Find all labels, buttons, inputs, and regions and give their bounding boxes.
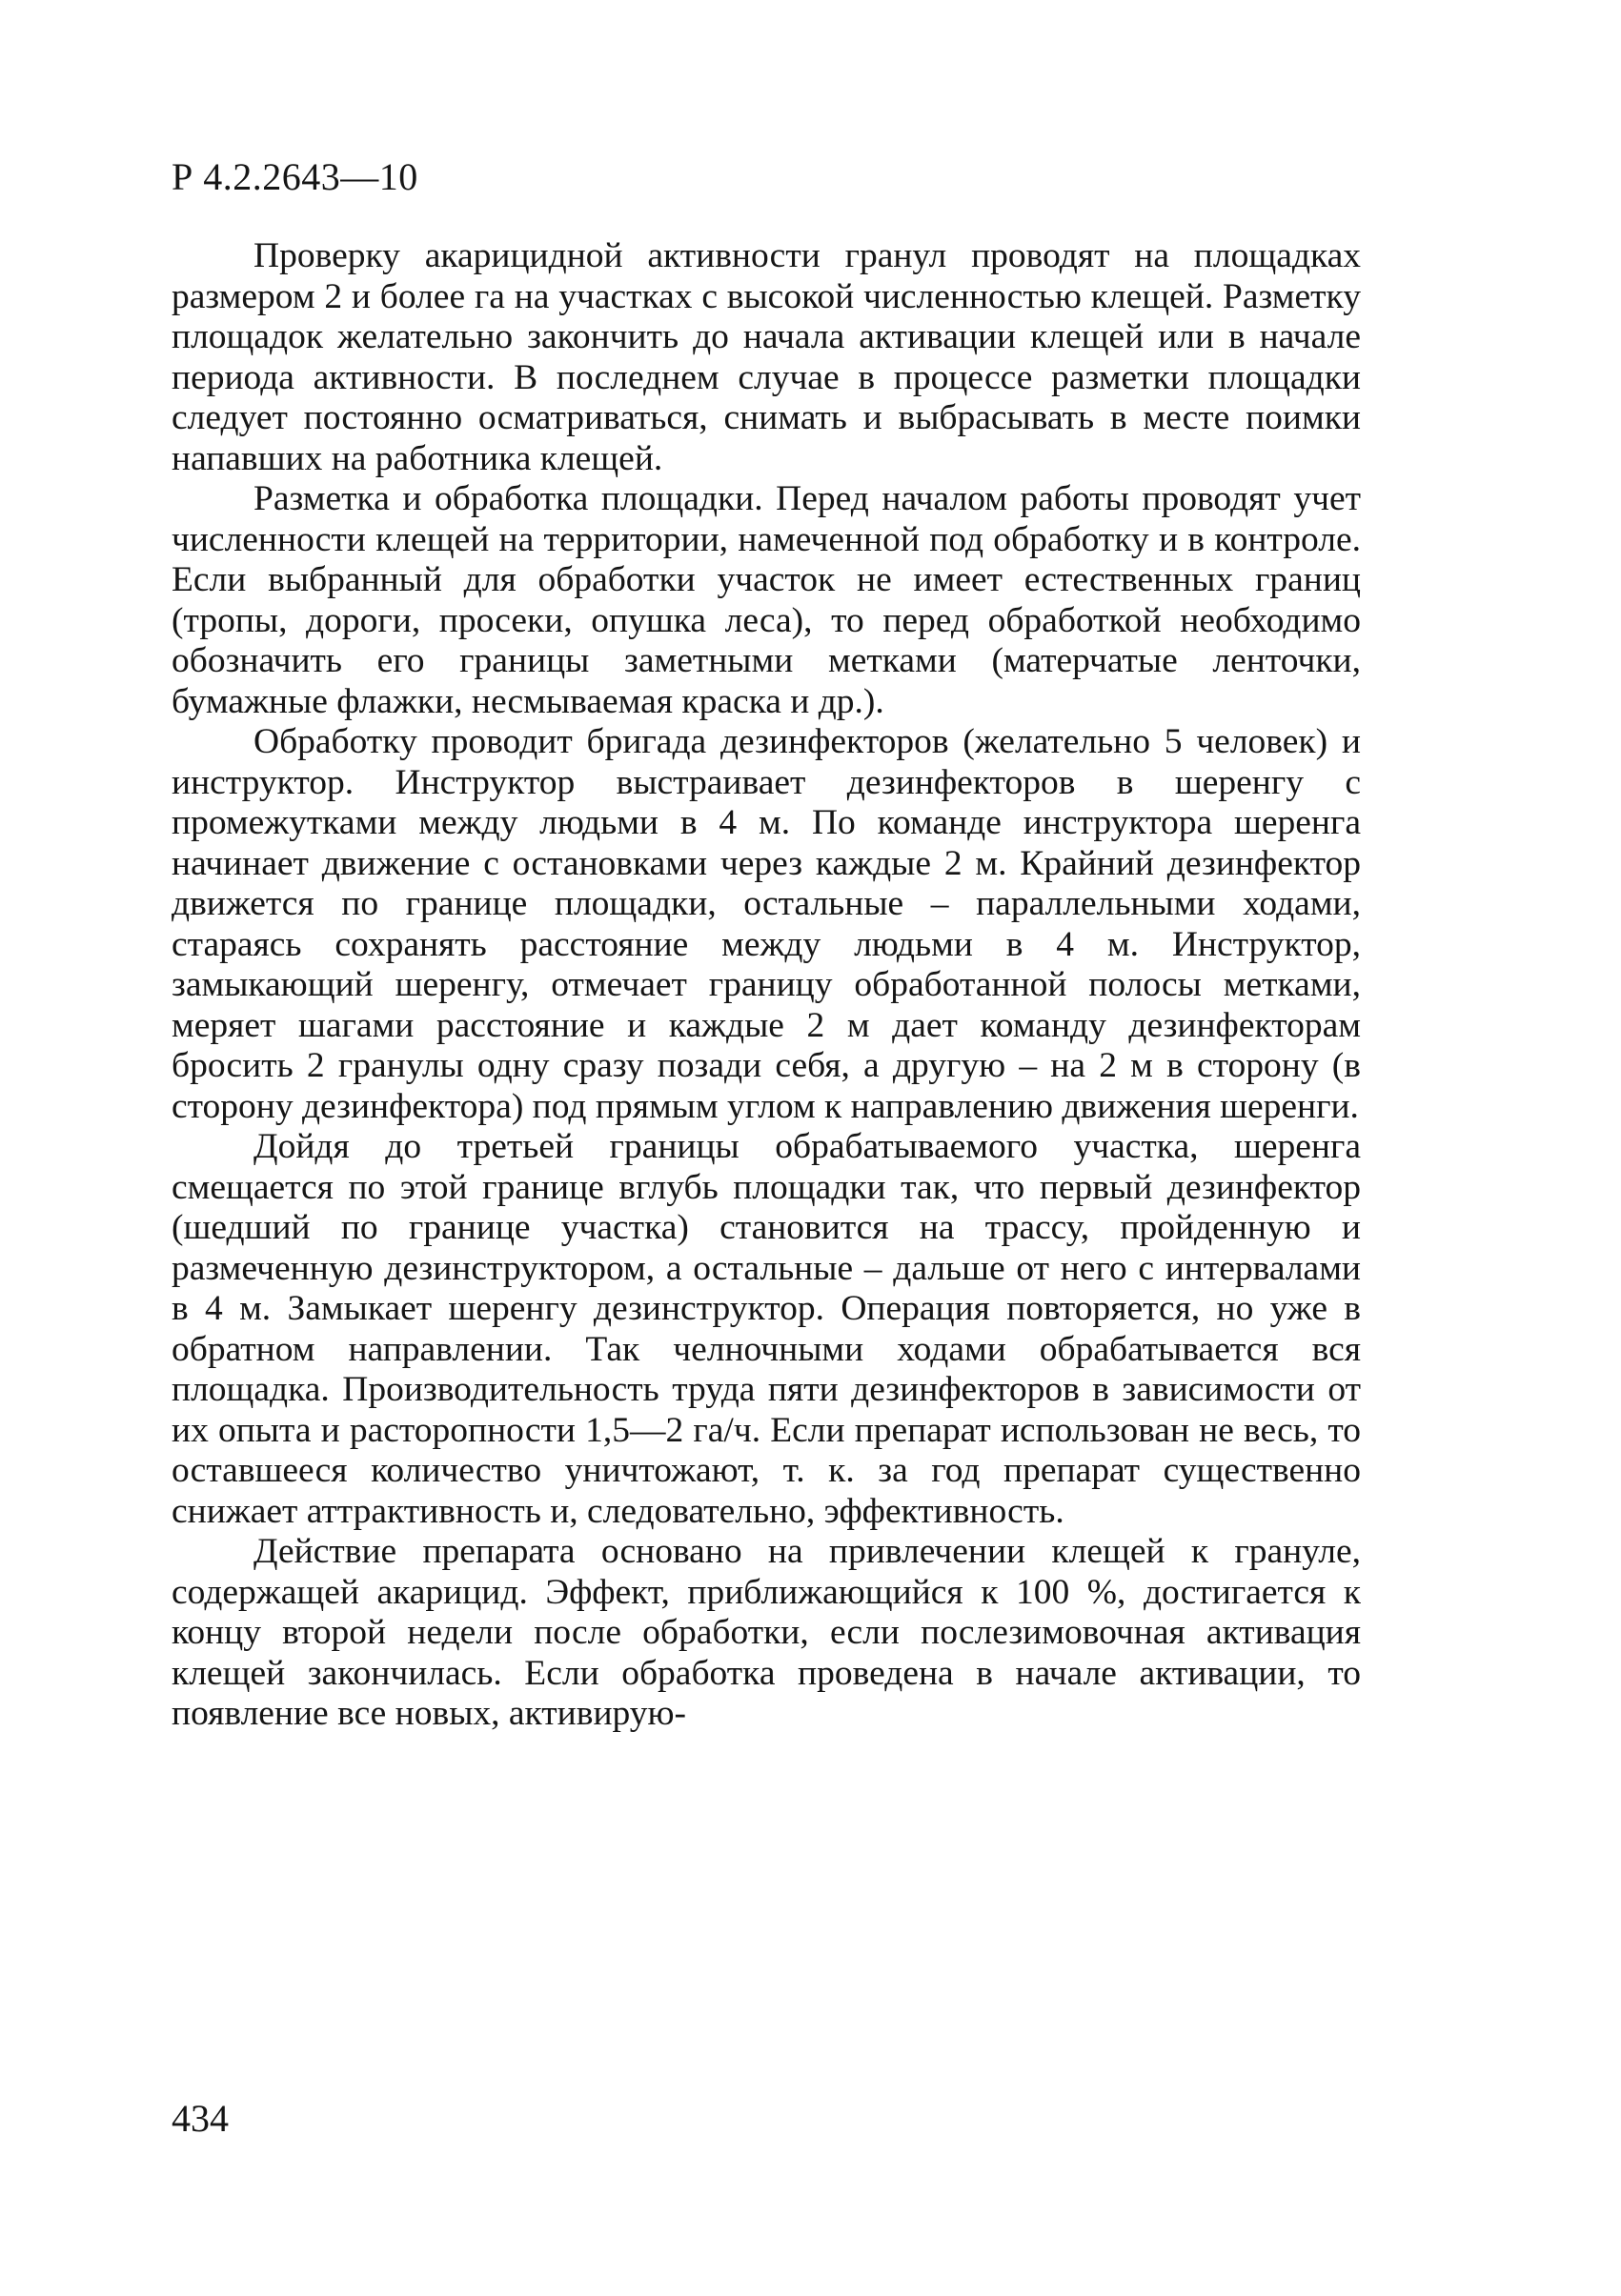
page-number: 434 [172,2097,229,2140]
body-text [172,236,1361,1735]
paragraph-shuttle-passes: Дойдя до третьей границы обрабатываемого участка, шеренга смещается по этой границе вглубь площадки так, что первый дезинфектор (шедший по границе участка) становится на трассу, пройденную и размеченную дезинструктором, а остальные – дальше от него с интервалами в 4 м. Замыкает шеренгу дезинструктор. Операция повторяется, но уже в обратном направлении. Так челночными ходами обрабатывается вся площадка. Производительность труда пяти дезинфекторов в зависимости от их опыта и расторопности 1,5—2 га/ч. Если препарат использован не весь, то оставшееся количество уничтожают, т. к. за год препарат существенно снижает аттрактивность и, следовательно, эффективность. [172,1127,1361,1531]
document-code-header: Р 4.2.2643—10 [172,155,418,198]
paragraph-marking: Разметка и обработка площадки. Перед началом работы проводят учет численности клещей на территории, намеченной под обработку и в контроле. Если выбранный для обработки участок не имеет естественных границ (тропы, дороги, просеки, опушка леса), то перед обработкой необходимо обозначить его границы заметными метками (матерчатые ленточки, бумажные флажки, несмываемая краска и др.). [172,479,1361,721]
paragraph-action: Действие препарата основано на привлечении клещей к грануле, содержащей акарицид. Эффект, приближающийся к 100 %, достигается к концу второй недели после обработки, если послезимовочная активация клещей закончилась. Если обработка проведена в начале активации, то появление все новых, активирую- [172,1532,1361,1733]
paragraph-inspection: Проверку акарицидной активности гранул проводят на площадках размером 2 и более га на участках с высокой численностью клещей. Разметку площадок желательно закончить до начала активации клещей или в начале периода активности. В последнем случае в процессе разметки площадки следует постоянно осматриваться, снимать и выбрасывать в месте поимки напавших на работника клещей. [172,236,1361,478]
paragraph-treatment-team: Обработку проводит бригада дезинфекторов (желательно 5 человек) и инструктор. Инструктор выстраивает дезинфекторов в шеренгу с промежутками между людьми в 4 м. По команде инструктора шеренга начинает движение с остановками через каждые 2 м. Крайний дезинфектор движется по границе площадки, остальные – параллельными ходами, стараясь сохранять расстояние между людьми в 4 м. Инструктор, замыкающий шеренгу, отмечает границу обработанной полосы метками, меряет шагами расстояние и каждые 2 м дает команду дезинфекторам бросить 2 гранулы одну сразу позади себя, а другую – на 2 м в сторону (в сторону дезинфектора) под прямым углом к направлению движения шеренги. [172,722,1361,1126]
